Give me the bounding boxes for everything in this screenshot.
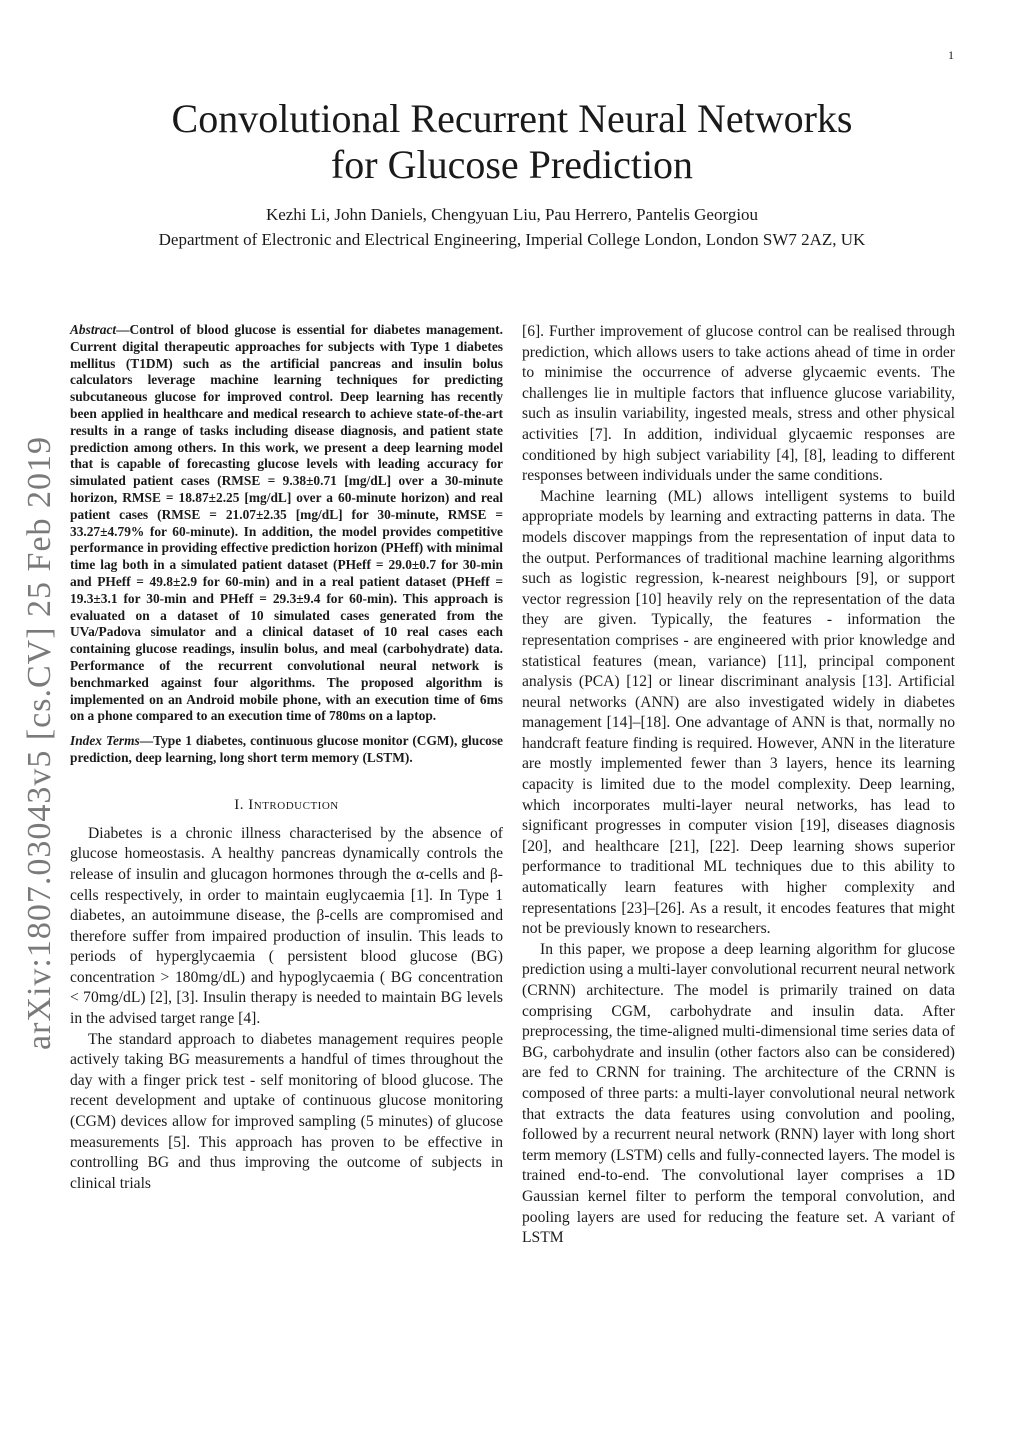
left-column bbox=[70, 322, 503, 1194]
title-line-2: for Glucose Prediction bbox=[330, 142, 694, 187]
index-terms-text: —Type 1 diabetes, continuous glucose monitor (CGM), glucose prediction, deep learning, long short term memory (LSTM). bbox=[70, 733, 503, 765]
title-line-1: Convolutional Recurrent Neural Networks bbox=[171, 96, 853, 141]
intro-paragraph-5: In this paper, we propose a deep learning algorithm for glucose prediction using a multi-layer convolutional recurrent neural network (CRNN) architecture. The model is primarily trained on data comprising CGM, carbohydrate and insulin data. After preprocessing, the time-aligned multi-dimensional time series data of BG, carbohydrate and insulin (other factors also can be considered) are fed to CRNN for training. The architecture of the CRNN is composed of three parts: a multi-layer convolutional neural network that extracts the data features using convolution and pooling, followed by a recurrent neural network (RNN) layer with long short term memory (LSTM) cells and fully-connected layers. The model is trained end-to-end. The convolutional layer comprises a 1D Gaussian kernel filter to perform the temporal convolution, and pooling layers are used for reducing the feature set. A variant of LSTM bbox=[522, 940, 955, 1247]
index-terms-label: Index Terms bbox=[70, 733, 140, 749]
arxiv-identifier: arXiv:1807.03043v5 [cs.CV] 25 Feb 2019 bbox=[21, 435, 58, 1050]
page-number: 1 bbox=[948, 48, 954, 62]
paper-title bbox=[70, 96, 954, 188]
abstract bbox=[70, 322, 503, 725]
abstract-text: —Control of blood glucose is essential for diabetes management. Current digital therapeutic approaches for subjects with Type 1 diabetes mellitus (T1DM) such as the artificial pancreas and insulin bolus calculators leverage machine learning techniques for predicting subcutaneous glucose for improved control. Deep learning has recently been applied in healthcare and medical research to achieve state-of-the-art results in a range of tasks including disease diagnosis, and patient state prediction among others. In this work, we present a deep learning model that is capable of forecasting glucose levels with leading accuracy for simulated patient cases (RMSE = 9.38±0.71 [mg/dL] over a 30-minute horizon, RMSE = 18.87±2.25 [mg/dL] over a 60-minute horizon) and real patient cases (RMSE = 21.07±2.35 [mg/dL] for 30-minute, RMSE = 33.27±4.79% for 60-minute). In addition, the model provides competitive performance in providing effective prediction horizon (PHeff) with minimal time lag both in a simulated patient dataset (PHeff = 29.0±0.7 for 30-min and PHeff = 49.8±2.9 for 60-min) and in a real patient dataset (PHeff = 19.3±3.1 for 30-min and PHeff = 29.3±9.4 for 60-min). This approach is evaluated on a dataset of 10 simulated cases generated from the UVa/Padova simulator and a clinical dataset of 10 real cases each containing glucose readings, insulin bolus, and meal (carbohydrate) data. Performance of the recurrent convolutional neural network is benchmarked against four algorithms. The proposed algorithm is implemented on an Android mobile phone, with an execution time of 6ms on a phone compared to an execution time of 780ms on a laptop. bbox=[70, 322, 503, 724]
abstract-label: Abstract bbox=[70, 322, 117, 337]
section-heading-introduction: I. Introduction bbox=[234, 796, 339, 813]
intro-paragraph-4: Machine learning (ML) allows intelligent systems to build appropriate models by learning and extracting patterns in data. The models discover mappings from the representation of input data to the output. Performances of traditional machine learning algorithms such as logistic regression, k-nearest neighbours [9], or support vector regression [10] heavily rely on the representation of the data they are given. Typically, the features - information the representation comprises - are engineered with prior knowledge and statistical features (mean, variance) [11], principal component analysis (PCA) [12] or linear discriminant analysis [13]. Artificial neural networks (ANN) are also investigated widely in diabetes management [14]–[18]. One advantage of ANN is that, normally no handcraft feature finding is required. However, ANN in the literature are mostly implemented fewer than 3 layers, hence its learning capacity is limited due to the model complexity. Deep learning, which incorporates multi-layer neural networks, has lead to significant progresses in computer vision [19], diseases diagnosis [20], and healthcare [21], [22]. Deep learning shows superior performance to traditional ML techniques due to this ability to automatically learn features with higher complexity and representations [23]–[26]. As a result, it encodes features that might not be previously known to researchers. bbox=[522, 487, 955, 938]
index-terms bbox=[70, 733, 503, 767]
intro-paragraph-2: The standard approach to diabetes management requires people actively taking BG measurements a handful of times throughout the day with a finger prick test - self monitoring of blood glucose. The recent development and uptake of continuous glucose monitoring (CGM) devices allow for improved sampling (5 minutes) of glucose measurements [5]. This approach has proven to be effective in controlling BG and thus improving the outcome of subjects in clinical trials bbox=[70, 1030, 503, 1192]
right-column bbox=[522, 322, 955, 1249]
affiliation: Department of Electronic and Electrical Engineering, Imperial College London, London SW7 2AZ, UK bbox=[158, 230, 866, 249]
intro-paragraph-3: [6]. Further improvement of glucose control can be realised through prediction, which allows users to take actions ahead of time in order to minimise the occurrence of adverse glycaemic events. The challenges lie in multiple factors that influence glucose variability, such as insulin variability, ingested meals, stress and other physical activities [7]. In addition, individual glycaemic responses are conditioned by high subject variability [4], [8], leading to different responses between individuals under the same conditions. bbox=[522, 323, 955, 485]
author-list: Kezhi Li, John Daniels, Chengyuan Liu, Pau Herrero, Pantelis Georgiou bbox=[265, 205, 759, 224]
intro-paragraph-1: Diabetes is a chronic illness characterised by the absence of glucose homeostasis. A healthy pancreas dynamically controls the release of insulin and glucagon hormones through the α-cells and β-cells respectively, in order to maintain euglycaemia [1]. In Type 1 diabetes, an autoimmune disease, the β-cells are compromised and therefore suffer from impaired production of insulin. This leads to periods of hyperglycaemia ( persistent blood glucose (BG) concentration > 180mg/dL) and hypoglycaemia ( BG concentration < 70mg/dL) [2], [3]. Insulin therapy is needed to maintain BG levels in the advised target range [4]. bbox=[70, 824, 503, 1028]
